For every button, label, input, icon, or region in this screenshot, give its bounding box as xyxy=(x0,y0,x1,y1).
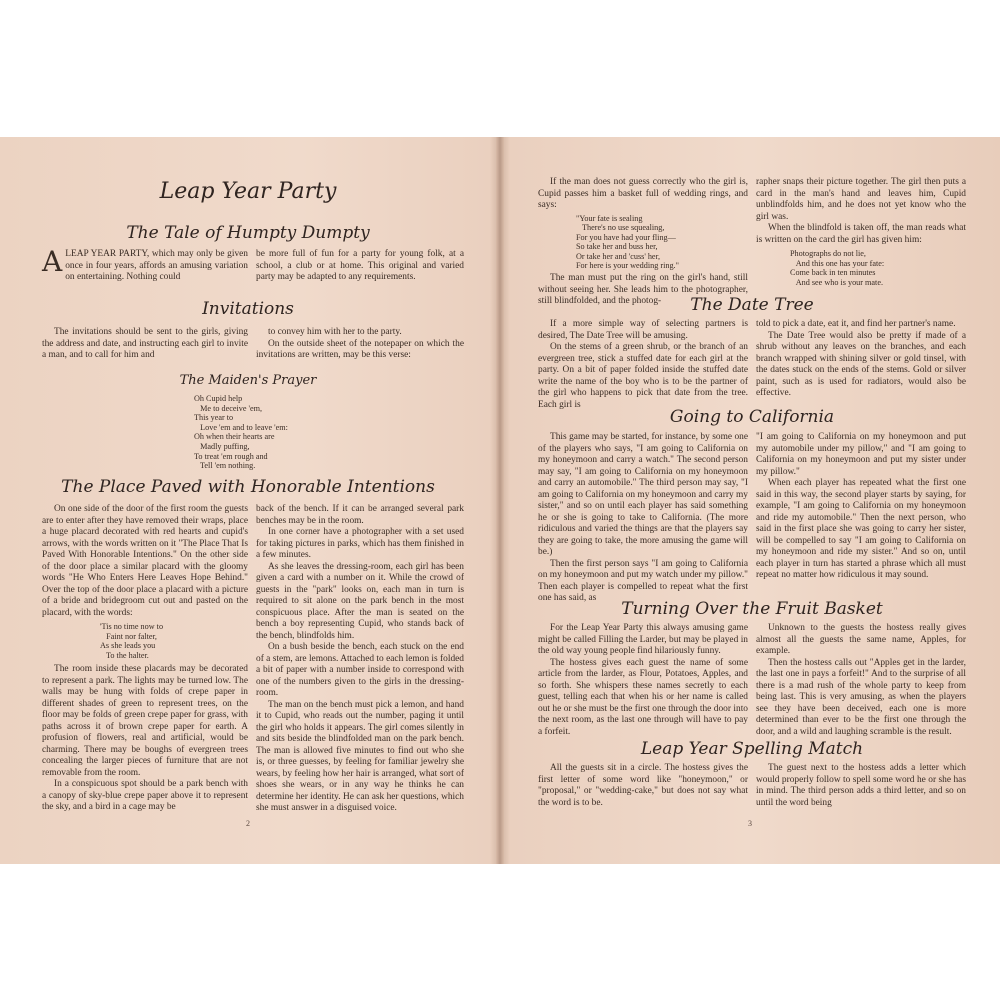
intro-col2 xyxy=(256,249,464,284)
page-number: 2 xyxy=(246,819,250,828)
bench-text-4: When the blindfold is taken off, the man reads what is written on the card the girl has given him: xyxy=(756,223,966,245)
bench-continued-col1 xyxy=(538,177,748,308)
california-text-4: When each player has repeated what the first one said in this way, the second player starts by saying, for example, "I am going to California on my honeymoon and ride my automobile." Then the next person, who said in the first place she was going to carry her sister, will be compelled to say "I am going to California on my honeymoon and ride my sister." And so on, until each player in turn has started a phrase which all must repeat no matter how ridiculous it may sound. xyxy=(756,478,966,580)
fruit-text-4: Then the hostess calls out "Apples get in the larder, the last one in pays a forfeit!" And to the surprise of all there is a mad rush of the whole party to keep from being last. This is very amusing, as when the players see they have been deceived, each one is more determined than ever to be the first one through the door, and a wild and laughing scramble is the result. xyxy=(756,657,966,737)
heading-place-paved: The Place Paved with Honorable Intentions xyxy=(61,477,435,497)
heading-spelling-match: Leap Year Spelling Match xyxy=(640,739,864,759)
date-tree-text-1: If a more simple way of selecting partners is desired, The Date Tree will be amusing. xyxy=(538,319,748,341)
page-title: Leap Year Party xyxy=(159,179,337,204)
fruit-col2 xyxy=(756,623,966,738)
california-text-1: This game may be started, for instance, by some one of the players who says, "I am going to California on my honeymoon and carry a watch." The second person may say, "I am going to California on my honeymoon and carry an automobile." The third person may say, "I am going to California on my honeymoon and carry my sister," and so on until each player has said something he or she is going to take to California. (The more ridiculous and varied the things are that the players say they are going to take, the more amusing the game will be.) xyxy=(538,432,748,557)
left-page xyxy=(0,137,496,864)
spelling-text-2: The guest next to the hostess adds a letter which would properly follow to spell some word he or she has in mind. The third person adds a third letter, and so on until the word being xyxy=(756,763,966,808)
spelling-col2 xyxy=(756,763,966,809)
date-tree-text-4: The Date Tree would also be pretty if made of a shrub without any leaves on the branches, and each branch wrapped with shining silver or gold tinsel, with the dates stuck on the ends of the stems. Gold or silver paint, such as is used for radiators, would also be effective. xyxy=(756,330,966,398)
bench-text-1: If the man does not guess correctly who the girl is, Cupid passes him a basket full of wedding rings, and says: xyxy=(538,177,748,210)
invitations-text-2b: On the outside sheet of the notepaper on which the invitations are written, may be this verse: xyxy=(256,338,464,360)
intro-text-2: be more full of fun for a party for young folk, at a school, a club or at home. This original and varied party may be adapted to any requirements. xyxy=(256,249,464,282)
fruit-text-1: For the Leap Year Party this always amusing game might be called Filling the Larder, but may be played in the old way young people find hilariously funny. xyxy=(538,623,748,656)
california-col2 xyxy=(756,432,966,582)
bench-continued-col2 xyxy=(756,177,966,287)
place-paved-text-3: In a conspicuous spot should be a park bench with a canopy of sky-blue crepe paper above it to represent the sky, and a bird in a cage may be xyxy=(42,779,248,813)
place-paved-text-8: The man on the bench must pick a lemon, and hand it to Cupid, who reads out the number, paging it until the girl who holds it appears. The girl comes silently in and sits beside the blindfolded man on the park bench. The man is allowed five minutes to find out who she is, or three guesses, by feeling for familiar jewelry she wears, by feeling how her hair is arranged, what sort of shoes she wears, or in any way he thinks he can determine her identity. He can ask her questions, which she must answer in a disguised voice. xyxy=(256,699,464,813)
place-paved-col1 xyxy=(42,504,248,814)
heading-invitations: Invitations xyxy=(202,299,294,319)
photograph-verse: Photographs do not lie, And this one has your fate: Come back in ten minutes And see who is your mate. xyxy=(790,249,885,287)
center-fold xyxy=(496,137,504,864)
place-paved-text-4: back of the bench. If it can be arranged several park benches may be in the room. xyxy=(256,504,464,526)
invitations-col2 xyxy=(256,327,464,362)
invitations-col1 xyxy=(42,327,248,362)
wedding-ring-verse: "Your fate is sealing There's no use squealing, For you have had your fling— So take her and buss her, Or take her and 'cuss' her, For here is your wedding ring." xyxy=(576,213,679,271)
date-tree-col2 xyxy=(756,319,966,400)
california-text-2: Then the first person says "I am going to California on my honeymoon and put my watch under my pillow." Then each player is compelled to repeat what the first one has said, as xyxy=(538,558,748,603)
place-paved-col2 xyxy=(256,504,464,815)
california-text-3: "I am going to California on my honeymoon and put my automobile under my pillow," and "I am going to California on my honeymoon and put my sister under my pillow." xyxy=(756,432,966,477)
fruit-text-2: The hostess gives each guest the name of some article from the larder, as Flour, Potatoes, Apples, and so forth. She whispers these names secretly to each guest, telling each that when his or her name is called out he or she must be the first one through the door into the next room, as the last one through will have to pay a forfeit. xyxy=(538,657,748,737)
date-tree-col1 xyxy=(538,319,748,411)
maidens-prayer-verse: Oh Cupid help Me to deceive 'em, This year to Love 'em and to leave 'em: Oh when their hearts are Madly puffing, To treat 'em rough and Tell 'em nothing. xyxy=(194,394,288,471)
heading-maidens-prayer: The Maiden's Prayer xyxy=(179,373,317,388)
invitations-text-2a: to convey him with her to the party. xyxy=(268,327,402,337)
spelling-text-1: All the guests sit in a circle. The hostess gives the first letter of some word like "honeymoon," or "proposal," or "wedding-cake," but does not say what the word is to be. xyxy=(538,763,748,808)
intro-text-1: LEAP YEAR PARTY, which may only be given once in four years, affords an amusing variation on entertaining. Nothing could xyxy=(65,249,248,282)
booklet-spread xyxy=(0,137,1000,864)
date-tree-text-3: told to pick a date, eat it, and find her partner's name. xyxy=(756,319,956,329)
drop-cap: A xyxy=(42,245,63,278)
fruit-col1 xyxy=(538,623,748,738)
spelling-col1 xyxy=(538,763,748,809)
heading-date-tree: The Date Tree xyxy=(690,295,814,315)
page-number: 3 xyxy=(748,819,752,828)
bench-text-3: rapher snaps their picture together. The girl then puts a card in the man's hand and leaves him, Cupid unblindfolds him, and he does not yet know who the girl was. xyxy=(756,177,966,222)
date-tree-text-2: On the stems of a green shrub, or the branch of an evergreen tree, stick a stuffed date for each girl at the party. On a bit of paper folded inside the stuffed date write the name of the boy who is to be the partner of the girl who happens to pick that date from the tree. Each girl is xyxy=(538,342,748,410)
subtitle-humpty-dumpty: The Tale of Humpty Dumpty xyxy=(126,223,370,243)
heading-california: Going to California xyxy=(669,407,835,427)
place-paved-text-1: On one side of the door of the first room the guests are to enter after they have removed their wraps, place a huge placard decorated with red hearts and cupid's arrows, with the words written on it "The Place That Is Paved With Honorable Intentions." On the other side of the door place a similar placard with the gloomy words "He Who Enters Here Leaves Hope Behind." Over the top of the door place a placard with a picture of a bride and bridegroom cut out and pasted on the placard, with the words: xyxy=(42,504,248,618)
place-paved-text-7: On a bush beside the bench, each stuck on the end of a stem, are lemons. Attached to each lemon is folded a bit of paper with a number inside to correspond with one of the numbers given to the girls in the dressing-room. xyxy=(256,642,464,698)
place-paved-text-5: In one corner have a photographer with a set used for taking pictures in parks, which has them finished in a few minutes. xyxy=(256,527,464,560)
placard-verse: 'Tis no time now to Faint nor falter, As she leads you To the halter. xyxy=(100,622,164,660)
california-col1 xyxy=(538,432,748,605)
right-page xyxy=(504,137,1000,864)
intro-col1 xyxy=(42,245,248,284)
place-paved-text-2: The room inside these placards may be decorated to represent a park. The lights may be turned low. The walls may be hung with folds of crepe paper in different shades of green to represent trees, on the floor may be folds of green crepe paper for grass, with paths across it of brown crepe paper for earth. A profusion of flowers, real and artificial, would be charming. There may be boughs of evergreen trees concealing the larger pieces of furniture that are not removable from the room. xyxy=(42,664,248,778)
fruit-text-3: Unknown to the guests the hostess really gives almost all the guests the same name, Apples, for example. xyxy=(756,623,966,656)
heading-fruit-basket: Turning Over the Fruit Basket xyxy=(621,599,883,619)
invitations-text-1: The invitations should be sent to the girls, giving the address and date, and instructing each girl to invite a man, and to call for him and xyxy=(42,327,248,360)
bench-text-2: The man must put the ring on the girl's hand, still without seeing her. She leads him to the photographer, still blindfolded, and the photog- xyxy=(538,273,748,307)
place-paved-text-6: As she leaves the dressing-room, each girl has been given a card with a number on it. While the crowd of guests in the "park" looks on, each man in turn is required to sit alone on the park bench in the most conspicuous place. After the man is seated on the bench a boy representing Cupid, who stands back of the bench, blindfolds him. xyxy=(256,561,464,641)
